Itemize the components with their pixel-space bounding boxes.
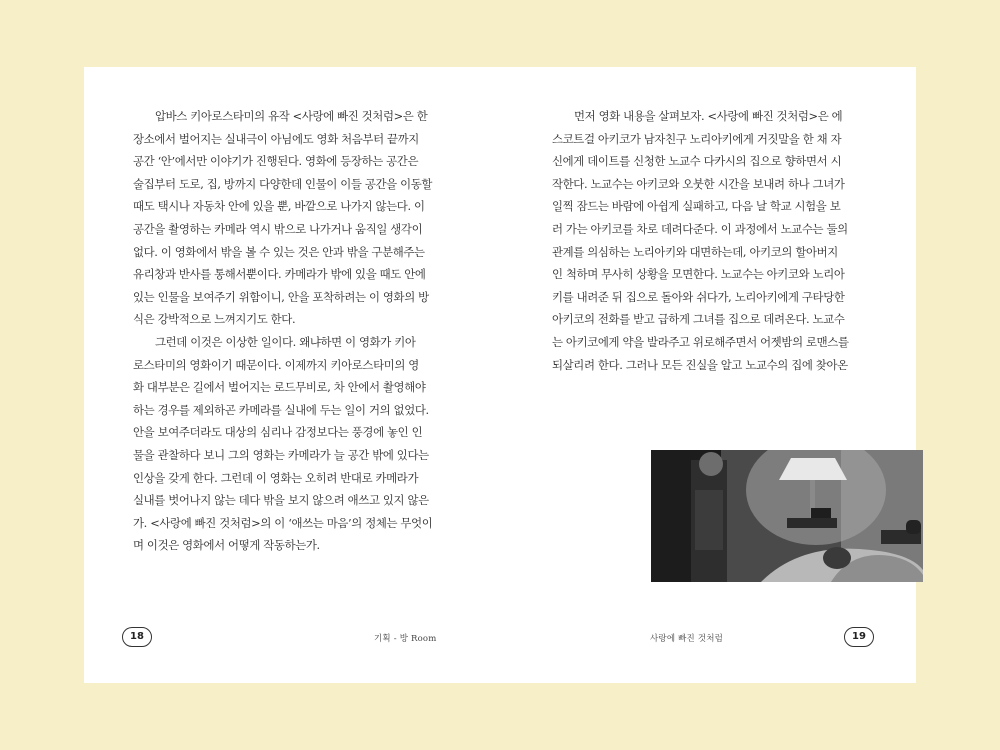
text-line: 키를 내려준 뒤 집으로 돌아와 쉬다가, 노리아키에게 구타당한 <box>552 289 845 304</box>
text-line: 공간을 촬영하는 카메라 역시 밖으로 나가거나 움직일 생각이 <box>133 221 423 236</box>
text-line: 화 대부분은 길에서 벌어지는 로드무비로, 차 안에서 촬영해야 <box>133 380 426 395</box>
text-line: 술집부터 도로, 집, 방까지 다양한데 인물이 이들 공간을 이동할 <box>133 176 433 191</box>
running-head: 기획 - 방 Room <box>374 634 437 644</box>
text-line: 되살리려 한다. 그러나 모든 진실을 알고 노교수의 집에 찾아온 <box>552 357 848 372</box>
page-number: 18 <box>122 627 152 647</box>
text-line: 공간 ‘안’에서만 이야기가 진행된다. 영화에 등장하는 공간은 <box>133 154 419 169</box>
text-line: 유리창과 반사를 통해서뿐이다. 카메라가 밖에 있을 때도 안에 <box>133 267 426 282</box>
running-head: 사랑에 빠진 것처럼 <box>650 634 724 644</box>
text-line: 없다. 이 영화에서 밖을 볼 수 있는 것은 안과 밖을 구분해주는 <box>133 244 425 259</box>
text-line: 일찍 잠드는 바람에 아쉽게 실패하고, 다음 날 학교 시험을 보 <box>552 199 841 214</box>
text-line: 인 척하며 무사히 상황을 모면한다. 노교수는 아키코와 노리아 <box>552 267 845 282</box>
left-body-text <box>133 105 441 557</box>
text-line: 하는 경우를 제외하곤 카메라를 실내에 두는 일이 거의 없었다. <box>133 402 429 417</box>
text-line: 실내를 벗어나지 않는 데다 밖을 보지 않으려 애쓰고 있지 않은 <box>133 493 429 508</box>
text-line: 물을 관찰하다 보니 그의 영화는 카메라가 늘 공간 밖에 있다는 <box>133 447 429 462</box>
text-line: 그런데 이것은 이상한 일이다. 왜냐하면 이 영화가 키아 <box>155 334 416 349</box>
text-line: 아키코의 전화를 받고 급하게 그녀를 집으로 데려온다. 노교수 <box>552 312 845 327</box>
text-line: 가. <사랑에 빠진 것처럼>의 이 ‘애쓰는 마음’의 정체는 무엇이 <box>133 515 433 530</box>
book-spread <box>84 67 916 683</box>
text-line: 며 이것은 영화에서 어떻게 작동하는가. <box>133 538 320 553</box>
text-line: 러 가는 아키코를 차로 데려다준다. 이 과정에서 노교수는 둘의 <box>552 221 848 236</box>
text-line: 있는 인물을 보여주기 위함이니, 안을 포착하려는 이 영화의 방 <box>133 289 429 304</box>
film-still-photo <box>651 450 923 582</box>
text-line: 스코트걸 아키코가 남자친구 노리아키에게 거짓말을 한 채 자 <box>552 131 842 146</box>
text-line: 로스타미의 영화이기 때문이다. 이제까지 키아로스타미의 영 <box>133 357 419 372</box>
text-line: 압바스 키아로스타미의 유작 <사랑에 빠진 것처럼>은 한 <box>155 109 428 123</box>
text-line: 장소에서 벌어지는 실내극이 아님에도 영화 처음부터 끝까지 <box>133 131 419 146</box>
right-body-text <box>552 105 860 376</box>
text-line: 신에게 데이트를 신청한 노교수 다카시의 집으로 향하면서 시 <box>552 154 842 169</box>
text-line: 관계를 의심하는 노리아키와 대면하는데, 아키코의 할아버지 <box>552 244 838 259</box>
page-number: 19 <box>844 627 874 647</box>
text-line: 인상을 갖게 한다. 그런데 이 영화는 오히려 반대로 카메라가 <box>133 470 419 485</box>
film-still-illustration <box>651 450 923 582</box>
left-page <box>84 67 500 683</box>
text-line: 안을 보여주더라도 대상의 심리나 감정보다는 풍경에 놓인 인 <box>133 425 423 440</box>
text-line: 식은 강박적으로 느껴지기도 한다. <box>133 312 296 327</box>
text-line: 작한다. 노교수는 아키코와 오붓한 시간을 보내려 하나 그녀가 <box>552 176 845 191</box>
text-line: 는 아키코에게 약을 발라주고 위로해주면서 어젯밤의 로맨스를 <box>552 334 849 349</box>
text-line: 때도 택시나 자동차 안에 있을 뿐, 바깥으로 나가지 않는다. 이 <box>133 199 425 214</box>
text-line: 먼저 영화 내용을 살펴보자. <사랑에 빠진 것처럼>은 에 <box>574 109 843 123</box>
right-page <box>500 67 916 683</box>
